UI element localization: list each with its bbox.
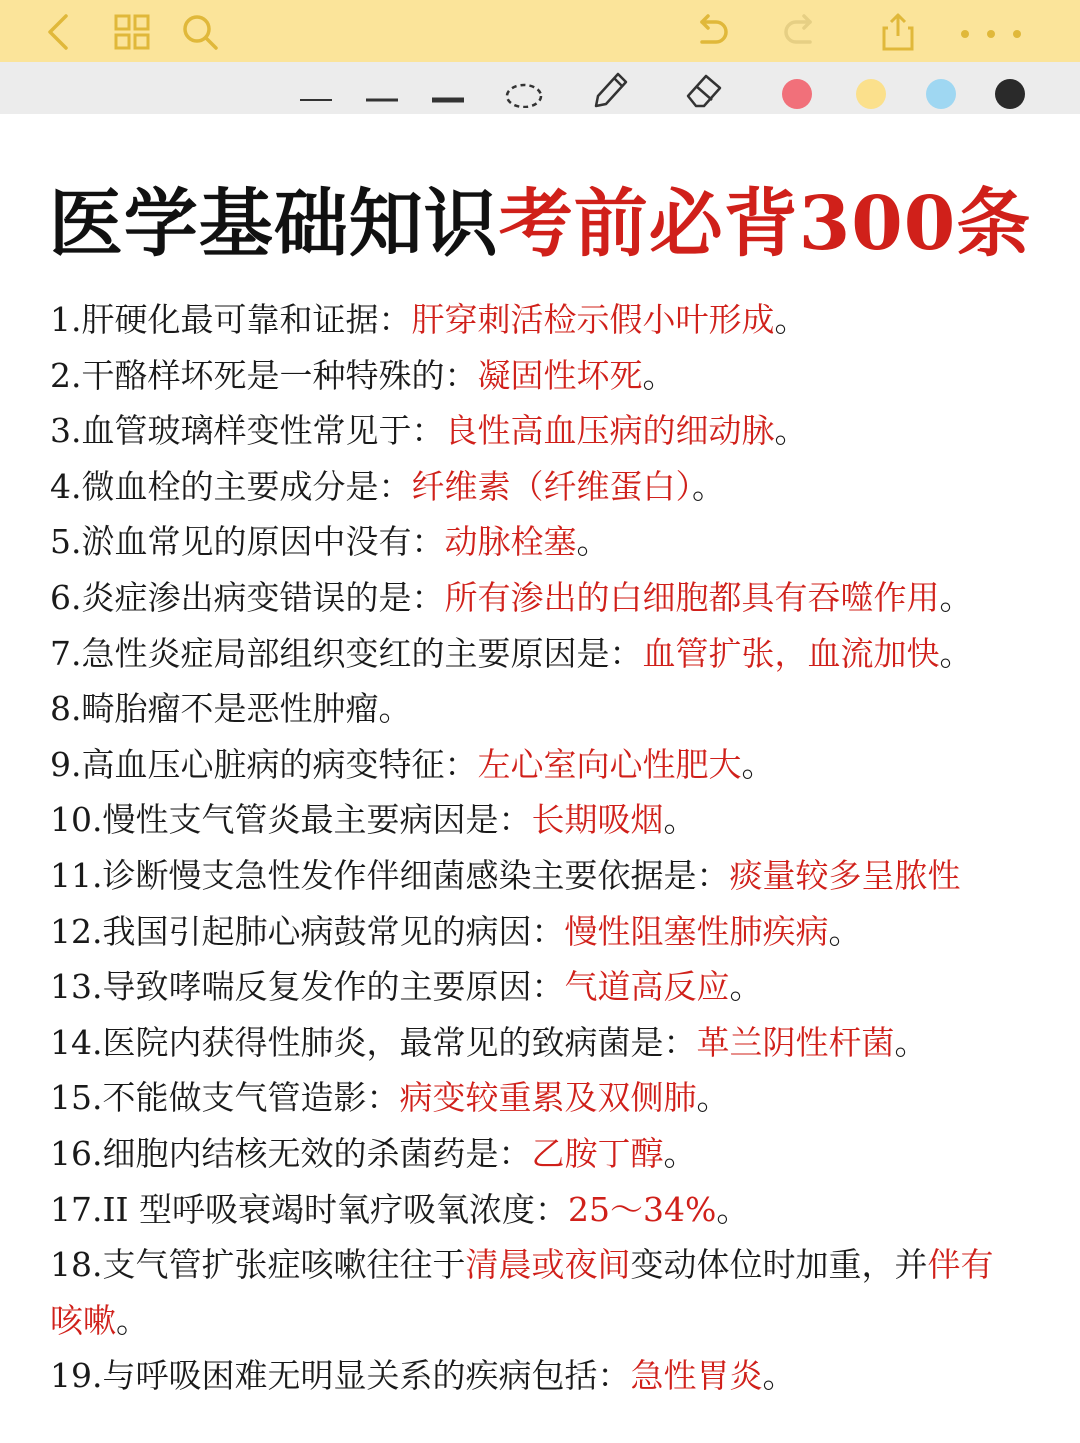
title-black-part: 医学基础知识 — [48, 181, 499, 267]
item-end: 。 — [774, 300, 808, 339]
list-item — [50, 959, 1060, 1015]
item-text: 变动体位时加重，并 — [630, 1245, 928, 1285]
item-answer: 动脉栓塞 — [444, 522, 577, 562]
item-answer: 气道高反应 — [564, 967, 730, 1007]
redo-icon[interactable] — [782, 12, 822, 52]
item-end: 。 — [696, 1078, 730, 1118]
list-item — [50, 1015, 1060, 1071]
item-answer: 左心室向心性肥大 — [477, 744, 742, 784]
list-item — [50, 1126, 1060, 1182]
item-question: 4.微血栓的主要成分是： — [50, 466, 412, 506]
item-answer: 肝穿刺活检示假小叶形成 — [411, 300, 775, 339]
item-question: 16.细胞内结核无效的杀菌药是： — [50, 1133, 532, 1173]
grid-icon[interactable] — [112, 12, 152, 52]
item-question: 13.导致哮喘反复发作的主要原因： — [50, 967, 565, 1007]
list-item — [50, 570, 1060, 626]
item-end: 。 — [741, 744, 775, 784]
item-end: 。 — [663, 1133, 697, 1173]
medium-line-icon[interactable] — [360, 68, 404, 108]
list-item — [50, 1237, 1010, 1348]
list-item — [50, 459, 1060, 515]
list-item — [50, 737, 1060, 793]
pen-toolbar — [0, 62, 1080, 114]
list-item — [50, 514, 1060, 570]
item-answer: 血管扩张，血流加快 — [642, 633, 940, 673]
item-question: 9.高血压心脏病的病变特征： — [50, 744, 478, 784]
back-icon[interactable] — [40, 12, 80, 52]
item-highlight: 伴有咳嗽 — [50, 1245, 994, 1340]
list-item — [50, 1070, 1060, 1126]
item-question: 15.不能做支气管造影： — [50, 1078, 400, 1118]
item-answer: 革兰阴性杆菌 — [696, 1022, 895, 1062]
item-question: 14.医院内获得性肺炎，最常见的致病菌是： — [50, 1022, 697, 1062]
list-item — [50, 848, 1060, 904]
item-question: 1.肝硬化最可靠和证据： — [50, 300, 412, 339]
list-item — [50, 681, 1060, 737]
item-end: 。 — [692, 466, 725, 506]
item-highlight: 清晨或夜间 — [465, 1245, 631, 1285]
thin-line-icon[interactable] — [294, 68, 338, 108]
item-end: 。 — [939, 577, 973, 617]
item-end: 。 — [729, 967, 763, 1007]
item-end: 。 — [576, 522, 610, 562]
thick-line-icon[interactable] — [426, 68, 470, 108]
more-icon[interactable] — [955, 12, 1027, 52]
pen-icon[interactable] — [588, 68, 632, 108]
item-end: 。 — [642, 355, 676, 395]
item-end: 。 — [716, 1189, 750, 1229]
lasso-icon[interactable] — [502, 68, 546, 108]
item-question: 6.炎症渗出病变错误的是： — [50, 577, 445, 617]
item-answer: 痰量较多呈脓性 — [729, 855, 961, 895]
list-item — [50, 292, 1060, 348]
list-item — [50, 403, 1060, 459]
item-question: 10.慢性支气管炎最主要病因是： — [50, 800, 532, 840]
item-answer: 凝固性坏死 — [477, 355, 643, 395]
item-end: 。 — [894, 1022, 928, 1062]
item-question: 17.II 型呼吸衰竭时氧疗吸氧浓度： — [50, 1189, 569, 1229]
color-swatch-pink[interactable] — [782, 79, 812, 109]
list-item — [50, 1182, 1060, 1238]
list-item — [50, 792, 1060, 848]
eraser-icon[interactable] — [682, 68, 726, 108]
color-swatch-blue[interactable] — [926, 79, 956, 109]
item-question: 19.与呼吸困难无明显关系的疾病包括： — [50, 1356, 631, 1396]
color-swatch-yellow[interactable] — [856, 79, 886, 109]
item-question: 7.急性炎症局部组织变红的主要原因是： — [50, 633, 643, 673]
item-answer: 长期吸烟 — [531, 800, 664, 840]
item-end: 。 — [762, 1356, 796, 1396]
item-question: 5.淤血常见的原因中没有： — [50, 522, 445, 562]
search-icon[interactable] — [180, 12, 220, 52]
item-answer: 良性高血压病的细动脉 — [444, 411, 775, 451]
item-answer: 所有渗出的白细胞都具有吞噬作用 — [444, 577, 940, 617]
title-red-part: 考前必背300条 — [498, 181, 1032, 267]
share-icon[interactable] — [878, 12, 918, 52]
item-question: 3.血管玻璃样变性常见于： — [50, 411, 445, 451]
item-answer: 乙胺丁醇 — [531, 1133, 664, 1173]
item-question: 12.我国引起肺心病鼓常见的病因： — [50, 911, 565, 951]
item-question: 8.畸胎瘤不是恶性肿瘤。 — [50, 689, 412, 729]
item-question: 2.干酪样坏死是一种特殊的： — [50, 355, 478, 395]
item-end: 。 — [828, 911, 862, 951]
item-answer: 纤维素（纤维蛋白） — [411, 466, 692, 506]
top-app-bar — [0, 0, 1080, 62]
item-question: 11.诊断慢支急性发作伴细菌感染主要依据是： — [50, 855, 730, 895]
color-swatch-black[interactable] — [995, 79, 1025, 109]
list-item — [50, 626, 1060, 682]
item-text: 18.支气管扩张症咳嗽往往于 — [50, 1245, 466, 1285]
list-item — [50, 904, 1060, 960]
item-end: 。 — [116, 1300, 149, 1340]
item-answer: 25～34% — [568, 1189, 717, 1229]
list-item — [50, 1348, 1060, 1404]
undo-icon[interactable] — [690, 12, 730, 52]
item-end: 。 — [663, 800, 697, 840]
item-end: 。 — [774, 411, 808, 451]
item-answer: 慢性阻塞性肺疾病 — [564, 911, 829, 951]
item-end: 。 — [939, 633, 973, 673]
item-answer: 急性胃炎 — [630, 1356, 763, 1396]
list-item — [50, 348, 1060, 404]
item-answer: 病变较重累及双侧肺 — [399, 1078, 697, 1118]
knowledge-list — [50, 292, 1060, 1404]
page-title — [0, 165, 1080, 271]
